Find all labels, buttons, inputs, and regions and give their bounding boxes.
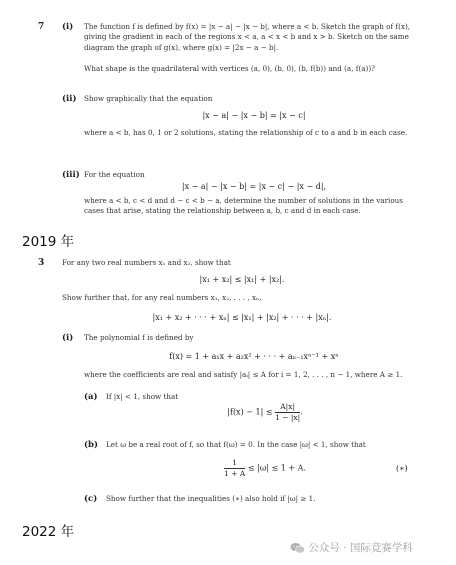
question-text: For any two real numbers x₁ and x₂, show that	[62, 258, 231, 267]
equation-tag: (∗)	[396, 464, 408, 473]
fraction	[224, 458, 245, 479]
subpart-label: (c)	[84, 494, 98, 504]
question-text: Show further that, for any real numbers x₁, x₂, . . . , xₙ,	[62, 293, 262, 302]
equation-lhs: |f(x) − 1| ≤	[227, 407, 273, 417]
watermark-left: 公众号 ·	[308, 542, 347, 554]
fraction-denominator: 1 − |x|	[275, 413, 301, 422]
part-label: (iii)	[62, 170, 80, 180]
question-number: 3	[38, 258, 45, 268]
question-text: What shape is the quadrilateral with vertices (a, 0), (b, 0), (b, f(b)) and (a, f(a))?	[84, 64, 375, 73]
equation: f(x) = 1 + a₁x + a₂x² + · · · + aₙ₋₁xⁿ⁻¹ + xⁿ	[169, 352, 339, 361]
question-text: If |x| < 1, show that	[106, 392, 179, 401]
question-number: 7	[38, 22, 45, 32]
question-text: The polynomial f is defined by	[84, 333, 194, 342]
fraction-equation	[106, 458, 424, 479]
year-heading: 2022 年	[22, 524, 75, 540]
question-text: For the equation	[84, 170, 145, 179]
equation: |x − a| − |x − b| = |x − c|	[202, 111, 306, 120]
part-label: (ii)	[62, 94, 77, 104]
equation: |x₁ + x₂ + · · · + xₙ| ≤ |x₁| + |x₂| + · · · + |xₙ|.	[152, 313, 332, 322]
equation: |x₁ + x₂| ≤ |x₁| + |x₂|.	[199, 275, 285, 284]
question-text: where a < b, c < d and d − c < b − a, determine the number of solutions in the various cases that arise, stating the relationship between a, b, c and d in each case.	[84, 196, 403, 216]
equation: |x − a| − |x − b| = |x − c| − |x − d|,	[181, 182, 327, 191]
fraction	[275, 402, 300, 423]
fraction-denominator: 1 + A	[224, 469, 246, 478]
year-heading: 2019 年	[22, 234, 75, 250]
fraction-equation	[106, 402, 424, 423]
wechat-icon	[290, 542, 305, 554]
subpart-label: (a)	[84, 392, 98, 402]
equation-end: .	[300, 407, 303, 417]
subpart-label: (b)	[84, 440, 98, 450]
question-text: Show further that the inequalities (∗) also hold if |ω| ≥ 1.	[106, 494, 316, 503]
question-text: The function f is defined by f(x) = |x − a| − |x − b|, where a < b. Sketch the graph of f(x), giving the gradient in each of the regions x < a, a < x < b and x > b. Sketch on the same diagram the graph of g(x), where g(x) = |2x − a − b|.	[84, 22, 411, 52]
equation-rhs: ≤ |ω| ≤ 1 + A.	[247, 463, 306, 473]
fraction-numerator: 1	[224, 458, 245, 469]
part-label: (i)	[62, 333, 74, 343]
watermark	[290, 540, 413, 555]
fraction-numerator: A|x|	[275, 402, 300, 413]
question-text: where a < b, has 0, 1 or 2 solutions, stating the relationship of c to a and b in each case.	[84, 128, 408, 137]
question-text: Show graphically that the equation	[84, 94, 213, 103]
watermark-right: 国际竞赛学科	[349, 542, 413, 554]
question-text: Let ω be a real root of f, so that f(ω) = 0. In the case |ω| < 1, show that	[106, 440, 366, 449]
part-label: (i)	[62, 22, 74, 32]
question-text: where the coefficients are real and satisfy |aᵢ| ≤ A for i = 1, 2, . . . , n − 1, where A ≥ 1.	[84, 370, 403, 379]
